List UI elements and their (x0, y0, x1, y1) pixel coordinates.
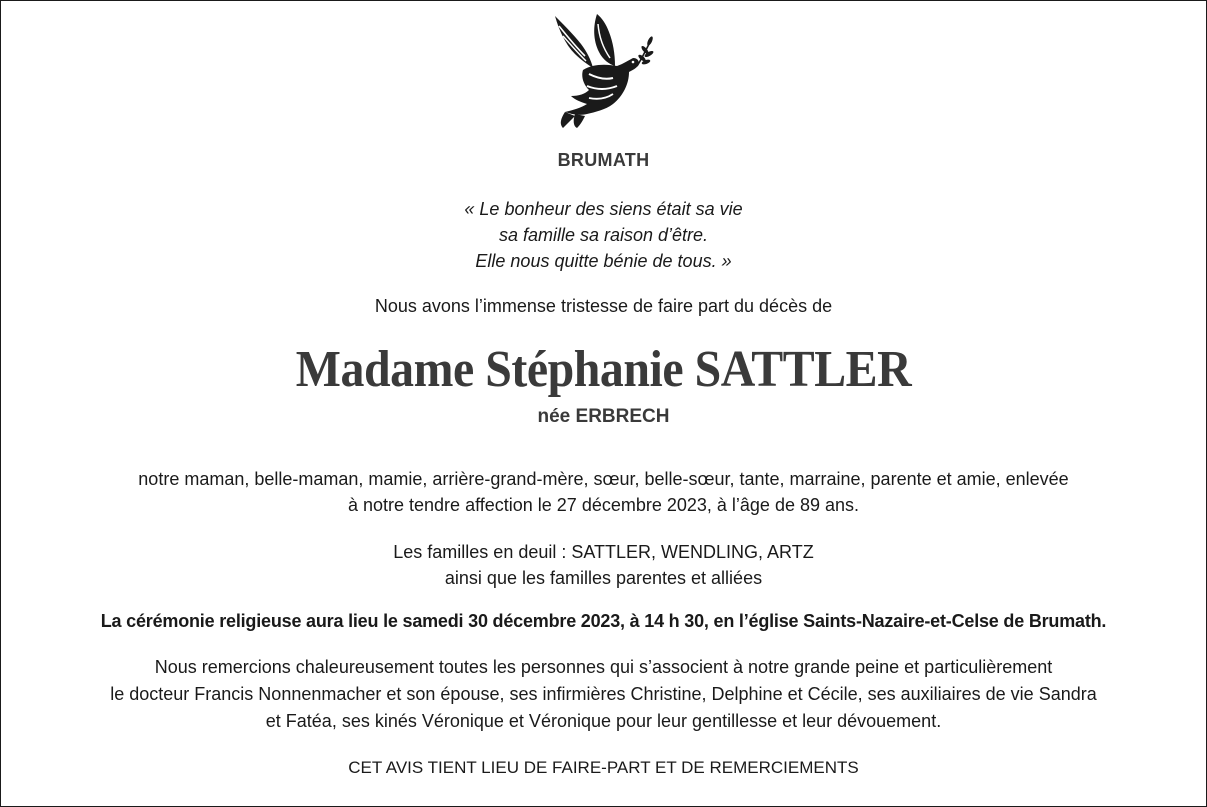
families-line: ainsi que les familles parentes et alliées (444, 568, 763, 588)
quote-line: sa famille sa raison d’être. (498, 225, 709, 245)
quote-line: « Le bonheur des siens était sa vie (464, 199, 743, 219)
thanks-line: le docteur Francis Nonnenmacher et son épouse, ses infirmières Christine, Delphine et Cécile, ses auxiliaires de vie Sandra (110, 684, 1097, 704)
closing-notice: CET AVIS TIENT LIEU DE FAIRE-PART ET DE REMERCIEMENTS (348, 758, 859, 777)
maiden-name: née ERBRECH (537, 406, 670, 427)
ceremony-details: La cérémonie religieuse aura lieu le samedi 30 décembre 2023, à 14 h 30, en l’église Saints-Nazaire-et-Celse de Brumath. (100, 611, 1107, 631)
town-heading: BRUMATH (557, 150, 650, 170)
thanks-line: et Fatéa, ses kinés Véronique et Véronique pour leur gentillesse et leur dévouement. (265, 711, 942, 731)
announcement-intro: Nous avons l’immense tristesse de faire part du décès de (374, 296, 833, 316)
relations-line: à notre tendre affection le 27 décembre 2023, à l’âge de 89 ans. (347, 495, 860, 515)
families-line: Les familles en deuil : SATTLER, WENDLING, ARTZ (393, 542, 814, 562)
dove-with-olive-branch-icon (553, 14, 657, 130)
quote-line: Elle nous quitte bénie de tous. » (475, 251, 732, 271)
relations-line: notre maman, belle-maman, mamie, arrière-grand-mère, sœur, belle-sœur, tante, marraine, parente et amie, enlevée (138, 469, 1069, 489)
deceased-name: Madame Stéphanie SATTLER (295, 341, 912, 398)
thanks-line: Nous remercions chaleureusement toutes les personnes qui s’associent à notre grande peine et particulièrement (154, 657, 1053, 677)
